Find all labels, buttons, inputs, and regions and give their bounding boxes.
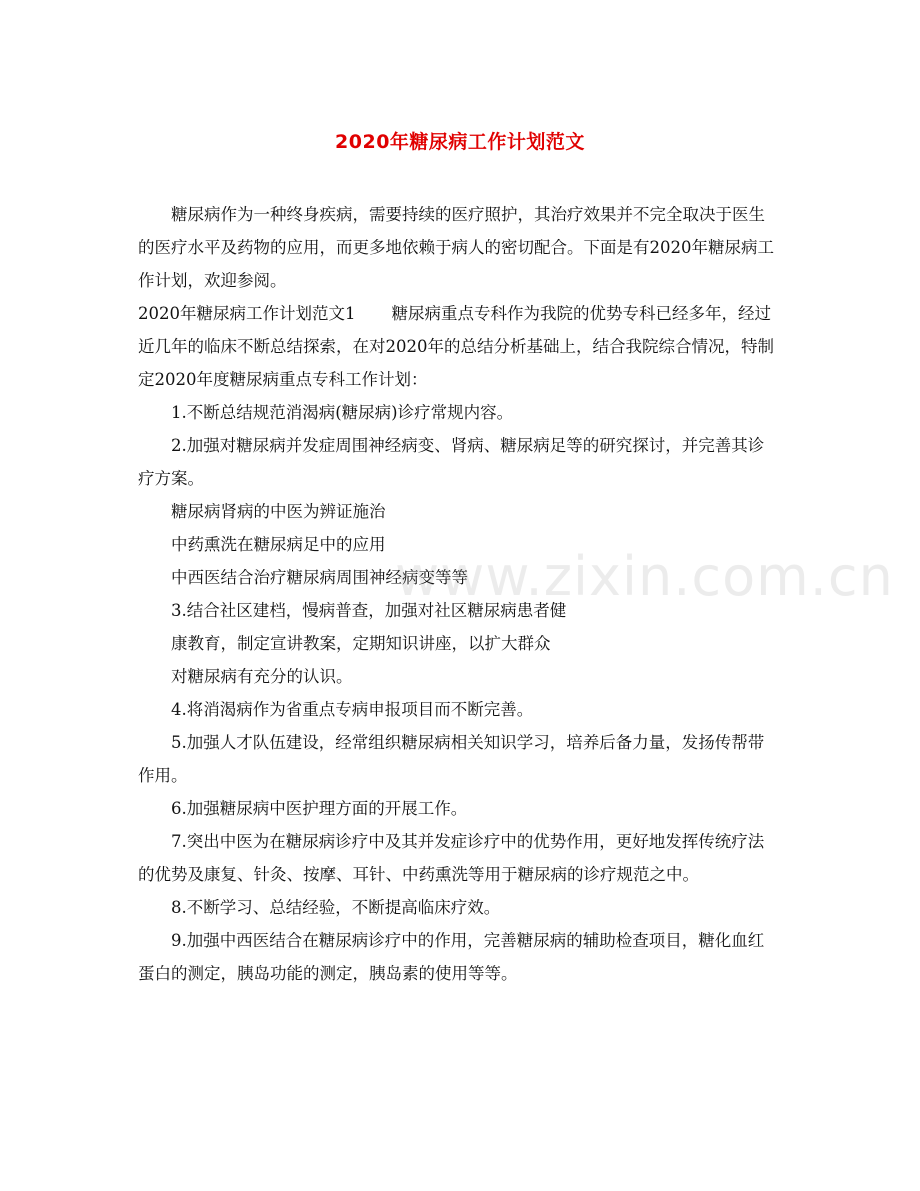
list-item-4: 4.将消渴病作为省重点专病申报项目而不断完善。 <box>171 700 534 719</box>
list-item-9: 9.加强中西医结合在糖尿病诊疗中的作用，完善糖尿病的辅助检查项目，糖化血红蛋白的测定，胰岛功能的测定，胰岛素的使用等等。 <box>138 931 765 983</box>
list-item-7: 7.突出中医为在糖尿病诊疗中及其并发症诊疗中的优势作用，更好地发挥传统疗法的优势及康复、针灸、按摩、耳针、中药熏洗等用于糖尿病的诊疗规范之中。 <box>138 832 765 884</box>
document-body <box>138 198 778 990</box>
list-item-8: 8.不断学习、总结经验，不断提高临床疗效。 <box>171 898 501 917</box>
list-item-3-line-3: 对糖尿病有充分的认识。 <box>171 667 353 686</box>
section-paragraph <box>138 297 778 396</box>
list-item-1: 1.不断总结规范消渴病(糖尿病)诊疗常规内容。 <box>171 403 514 422</box>
sub-item-2: 中药熏洗在糖尿病足中的应用 <box>171 535 386 554</box>
section-heading: 2020年糖尿病工作计划范文1 <box>138 304 356 323</box>
list-item-2: 2.加强对糖尿病并发症周围神经病变、肾病、糖尿病足等的研究探讨，并完善其诊疗方案。 <box>138 436 765 488</box>
intro-paragraph: 糖尿病作为一种终身疾病，需要持续的医疗照护，其治疗效果并不完全取决于医生的医疗水平及药物的应用，而更多地依赖于病人的密切配合。下面是有2020年糖尿病工作计划，欢迎参阅。 <box>138 205 774 290</box>
section-text: 糖尿病重点专科作为我院的优势专科已经多年，经过近几年的临床不断总结探索，在对2020年的总结分析基础上，结合我院综合情况，特制定2020年度糖尿病重点专科工作计划： <box>138 304 774 389</box>
document-title: 2020年糖尿病工作计划范文 <box>335 131 585 153</box>
list-item-5: 5.加强人才队伍建设，经常组织糖尿病相关知识学习，培养后备力量，发扬传帮带作用。 <box>138 733 765 785</box>
sub-item-1: 糖尿病肾病的中医为辨证施治 <box>171 502 386 521</box>
list-item-3-line-1: 3.结合社区建档，慢病普查，加强对社区糖尿病患者健 <box>171 601 567 620</box>
list-item-6: 6.加强糖尿病中医护理方面的开展工作。 <box>171 799 468 818</box>
list-item-3-line-2: 康教育，制定宣讲教案，定期知识讲座，以扩大群众 <box>171 634 551 653</box>
watermark: www.zixin.com.cn <box>395 545 894 608</box>
sub-item-3: 中西医结合治疗糖尿病周围神经病变等等 <box>171 568 468 587</box>
